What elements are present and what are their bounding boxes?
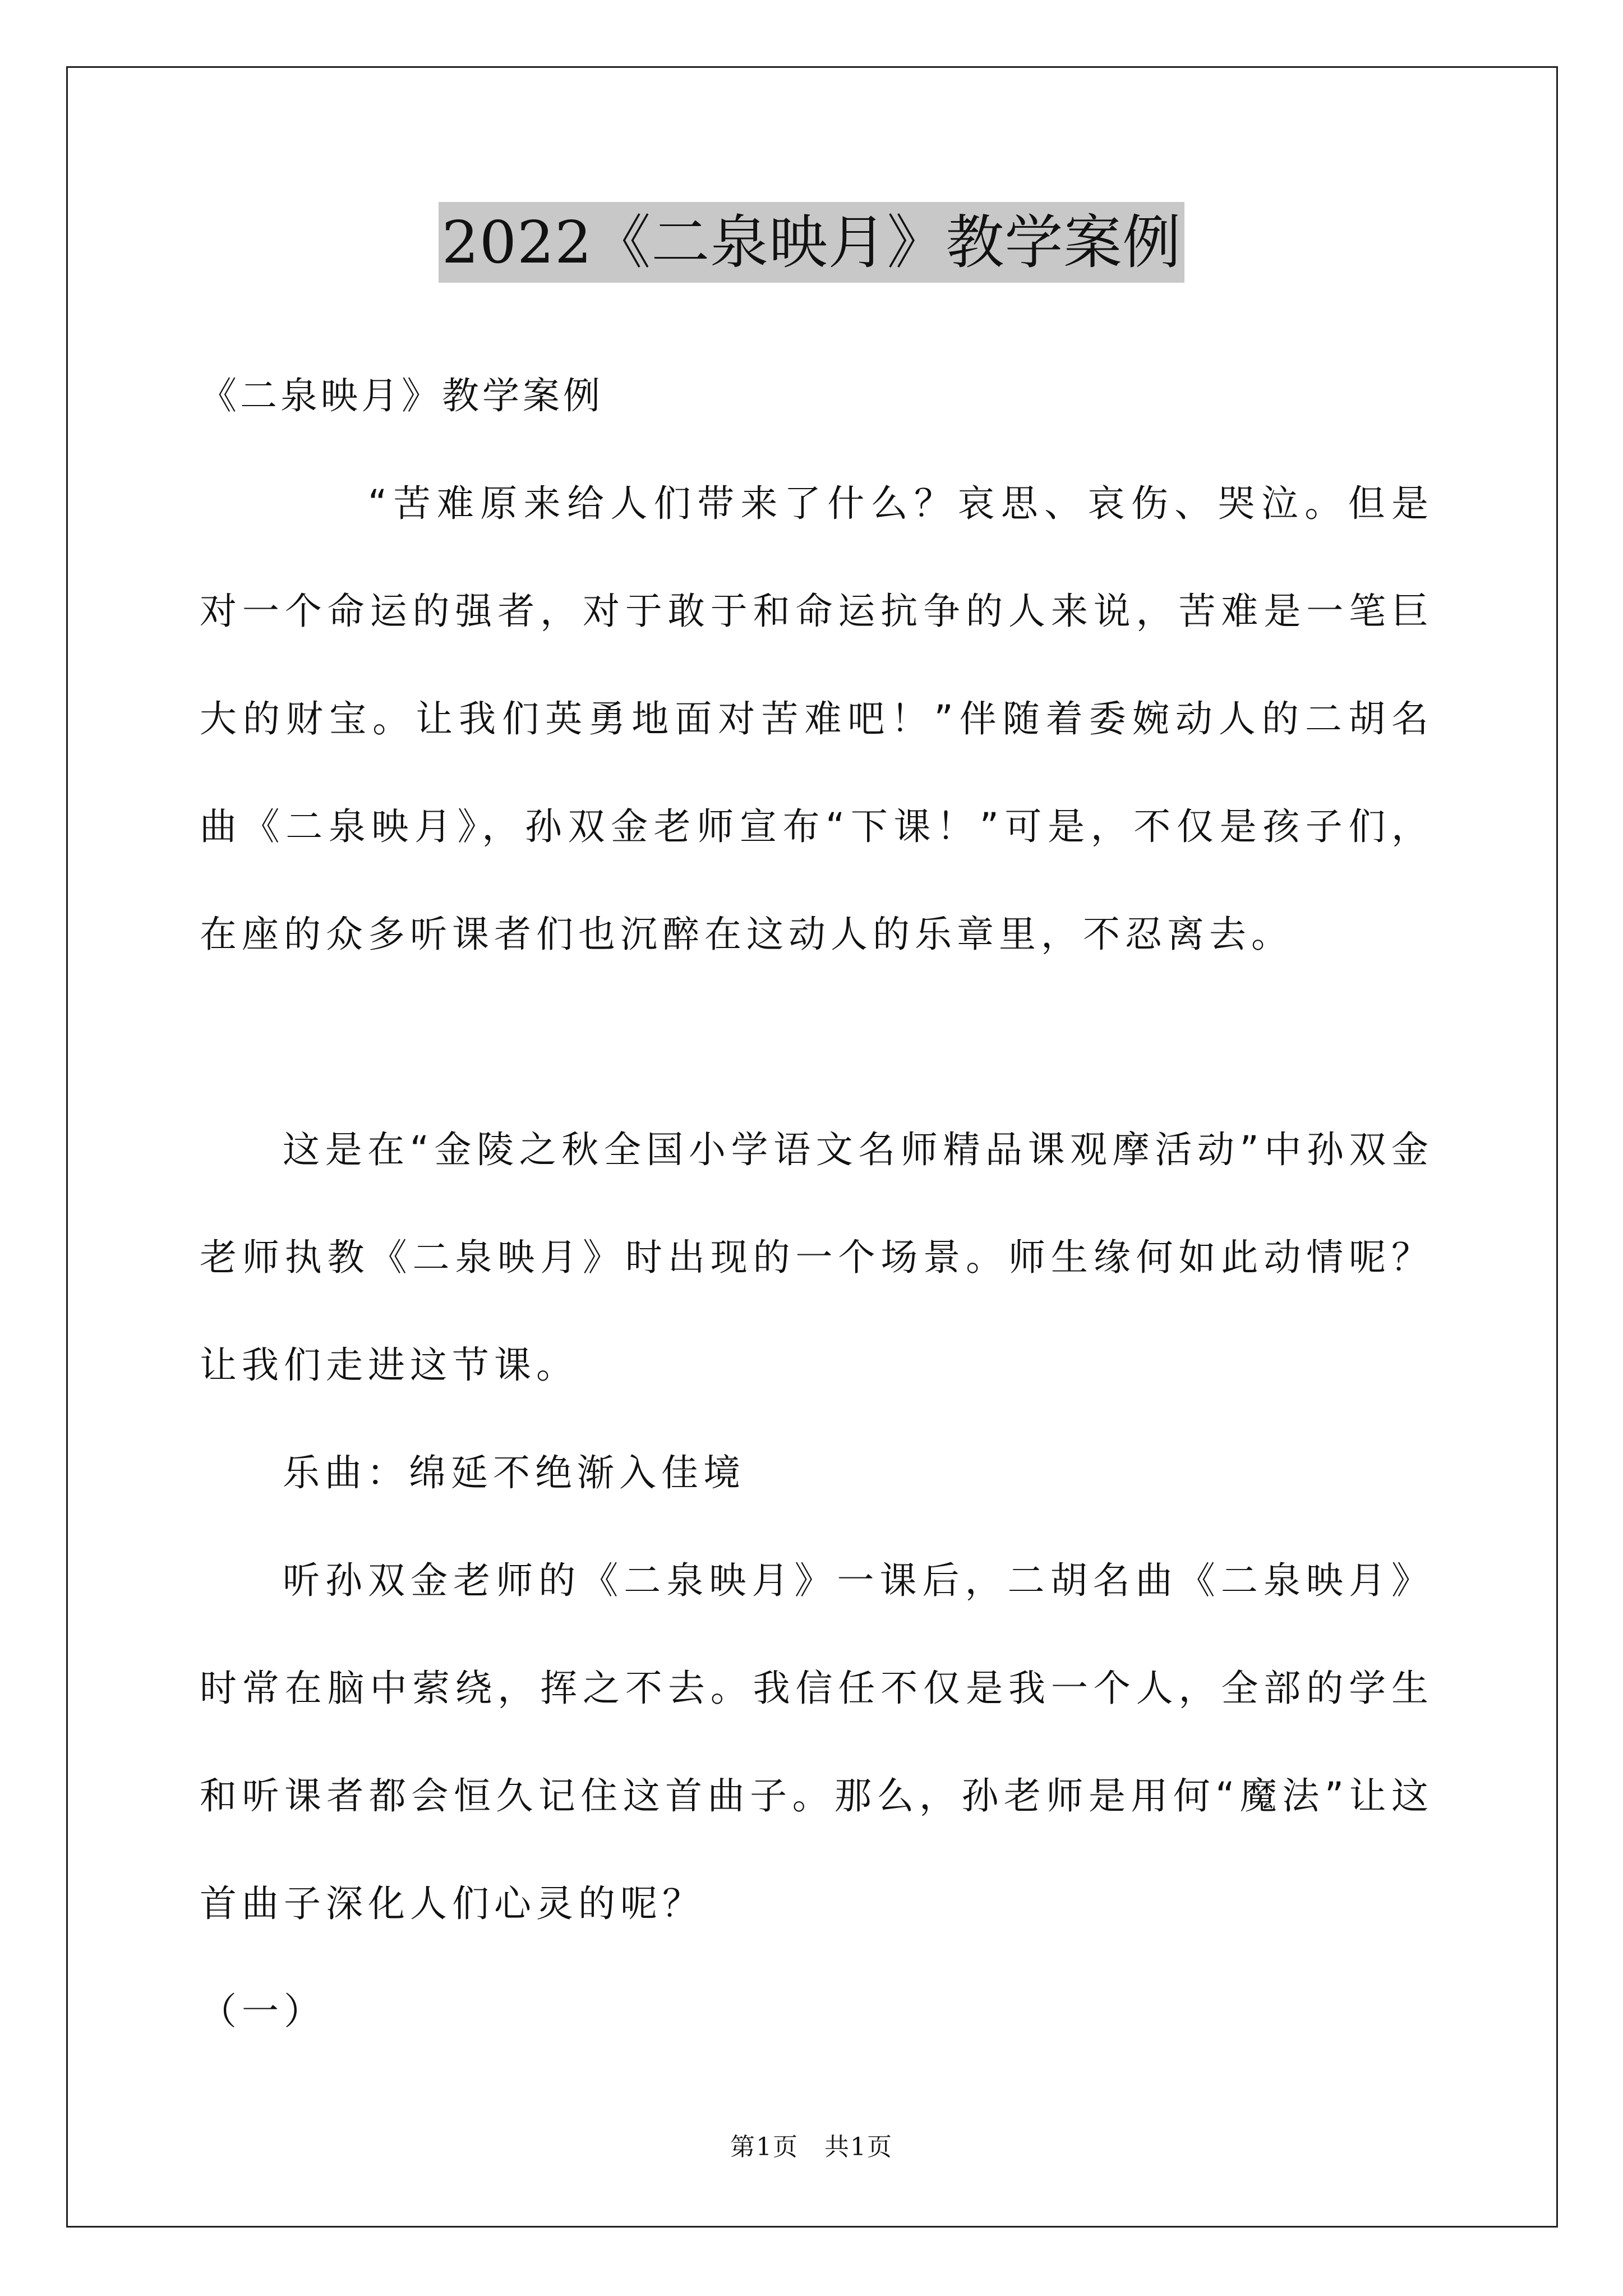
- title-container: [0, 202, 1623, 283]
- section-heading: 乐曲：绵延不绝渐入佳境: [283, 1451, 745, 1494]
- document-body: [200, 342, 1433, 2065]
- document-title: 2022《二泉映月》教学案例: [439, 202, 1185, 283]
- paragraph-quote: “苦难原来给人们带来了什么？哀思、哀伤、哭泣。但是对一个命运的强者，对于敢于和命运抗争的人来说，苦难是一笔巨大的财宝。让我们英勇地面对苦难吧！”伴随着委婉动人的二胡名曲《二泉映月》，孙双金老师宣布“下课！”可是，不仅是孩子们，在座的众多听课者们也沉醉在这动人的乐章里，不忍离去。: [200, 482, 1433, 956]
- section-number: （一）: [200, 1990, 326, 2033]
- paragraph-spacer: [200, 988, 1433, 1096]
- paragraph-music: 听孙双金老师的《二泉映月》一课后，二胡名曲《二泉映月》时常在脑中萦绕，挥之不去。我信任不仅是我一个人，全部的学生和听课者都会恒久记住这首曲子。那么，孙老师是用何“魔法”让这首曲子深化人们心灵的呢？: [200, 1559, 1433, 1925]
- page-footer: 第1页 共1页: [730, 2133, 893, 2161]
- document-subtitle: 《二泉映月》教学案例: [200, 374, 603, 417]
- paragraph-scene: 这是在“金陵之秋全国小学语文名师精品课观摩活动”中孙双金老师执教《二泉映月》时出现的一个场景。师生缘何如此动情呢？让我们走进这节课。: [200, 1128, 1433, 1387]
